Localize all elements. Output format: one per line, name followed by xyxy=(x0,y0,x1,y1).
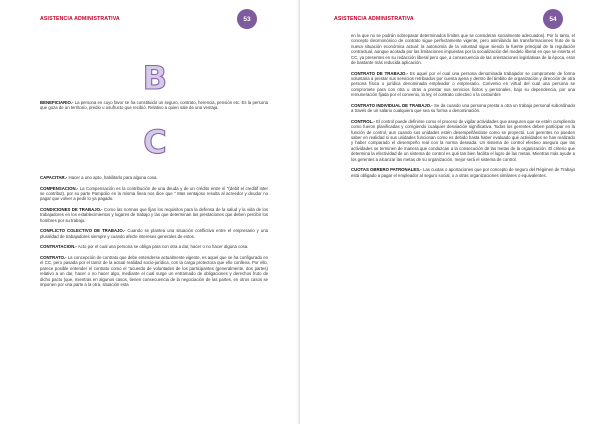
entry-term: CONTRATO INDIVIDUAL DE TRABAJO.- xyxy=(351,102,433,108)
entry-definition: Como las normas que fijan los requisitos para la defensa de la salud y la vida de los trabajadores en los establecimientos y lugares de trabajo y las que determinan las prestaciones que deben percibir los hombres por su trabajo. xyxy=(40,207,268,223)
section-c-entries xyxy=(40,175,268,293)
entry-definition: Se da cuando una persona presta a otra un trabajo personal subordinado a través de un salario cualquiera que sea su forma o denominación. xyxy=(351,102,575,114)
glossary-entry xyxy=(40,186,268,202)
glossary-entry xyxy=(351,103,575,114)
entry-definition: La Compensación es la contribución de una deuda y de un crédito entre sí "(debit el creditif inter se contribut), por su parte Pampolio en la misma línea nos dice que " Mas ventajoso resulta al acreedor y deudor no pagar que volver a pedir lo ya pagado. xyxy=(40,185,268,202)
section-b-entries xyxy=(40,100,268,116)
page-number-badge: 53 xyxy=(237,9,257,29)
entry-definition: Acto por el cual una persona se obliga para con otra a dar, hacer o no hacer alguna cosa. xyxy=(76,244,249,250)
page-right xyxy=(300,0,600,424)
entry-term: CONTRATO.- xyxy=(40,255,67,260)
entry-term: CONTRATACION.- xyxy=(40,244,77,250)
entry-definition: Las cuotas o aportaciones que por concepto de seguro del Régimen de Trabajo está obligado a pagar el empleador al seguro social, o a otras organizaciones similares o equivalentes. xyxy=(351,167,575,178)
glossary-entry xyxy=(40,228,268,239)
section-letter-b: B xyxy=(142,59,168,97)
glossary-entry xyxy=(40,175,268,180)
entry-definition: La persona en cuyo favor se ha constituido un seguro, contrato, herencia, pensión etc. Es la persona que goza de un territorio, predio u usufructo que recibió. Relativo a quien sale de una ventaja. xyxy=(40,100,268,111)
glossary-entry xyxy=(351,119,575,162)
entry-term: CONDICIONES DE TRABAJO.- xyxy=(40,207,103,212)
glossary-entry xyxy=(40,100,268,111)
entry-term: CAPACITAR.- xyxy=(40,175,68,180)
entry-definition: Es aquel por el cual una persona denominada trabajador se compromete de forma voluntaria a prestar sus servicios retribuidos por cuenta ajena y dentro del ámbito de organización y dirección de otra persona física o jurídica denominada empleador o empresario. Convenio en virtud del cual una persona se compromete para con otra u otras a prestar sus servicios lícitos y personales, bajo su dependencia, por una remuneración fijada por el convenio, la ley, el contrato colectivo o la costumbre xyxy=(351,70,575,98)
right-column xyxy=(351,33,575,183)
section-letter-c: C xyxy=(143,123,167,161)
glossary-entry xyxy=(351,167,575,178)
entry-term: BENEFICIARIO.- xyxy=(40,100,74,105)
running-header: ASISTENCIA ADMINISTRATIVA xyxy=(40,16,120,22)
entry-term: COMPENSACION.- xyxy=(40,185,79,191)
entry-term: CONTROL.- xyxy=(351,118,375,124)
page-number-badge: 54 xyxy=(543,9,563,29)
glossary-entry xyxy=(40,255,268,287)
running-header: ASISTENCIA ADMINISTRATIVA xyxy=(334,16,414,22)
entry-definition: La concepción de contrato que debe entenderse actualmente vigente, es aquel que se ha configurado en el CC, pero pasada por el tamiz de la actual realidad socio-jurídica, con la carga protectora que ello conlleva. Por ello, parece posible entender el contrato como el "acuerdo de voluntades de los participantes (generalmente, dos partes) relativo a un dar, hacer o no hacer algo, mediante el cual surge un entramado de obligaciones y derechos fruto de dicho pacto (que, mientras en algunos casos, tienen consecuencia de la negociación de las partes, en otros casos se imponen por una parte a la otra, situación esta xyxy=(40,255,268,288)
entry-term: CUOTAS OBRERO PATRONALES.- xyxy=(351,167,422,173)
entry-definition: Hacer a uno apto, habilitarlo para alguna cosa. xyxy=(67,175,158,180)
entry-definition: El control puede definirse como el proceso de vigilar actividades que aseguren que se estén cumpliendo como fueron planificadas y corrigiendo cualquier desviación significativa. Todos los gerentes deben participar en la función de control, aun cuando sus unidades estén desempeñándose como se proyectó. Los gerentes no pueden saber en realidad si sus unidades funcionan como es debido hasta haber evaluado qué actividades se han realizado y haber comparado el desempeño real con la norma deseada. Un sistema de control efectivo asegura que las actividades se terminen de manera que conduzcan a la consecución de las metas de la organización. El criterio que determina la efectividad de un sistema de control es qué tan bien facilita el logro de las metas. Mientras más ayude a los gerentes a alcanzar las metas de su organización, mejor será el sistema de control. xyxy=(351,118,575,162)
glossary-entry xyxy=(40,207,268,223)
glossary-entry xyxy=(351,71,575,98)
entry-term: CONTRATO DE TRABAJO.- xyxy=(351,70,409,76)
entry-group xyxy=(351,103,575,114)
entry-definition: Cuando se plantea una situación conflictiva entre el empresario y una pluralidad de trabajadores siempre y cuando afecte intereses generales de estos. xyxy=(40,228,268,239)
continuation-paragraph: en la que no se podrán sobrepasar determinados límites que se consideran socialmente adecuados). Por lo tanto, el concepto decimonónico de contrato sigue perfectamente vigente, pero asimilando las transformaciones fruto de la nueva situación económica actual: la autonomía de la voluntad sigue siendo la fuente principal de la regulación contractual, aunque acotada por las limitaciones impuestas por la socialización del modelo liberal en que se inserta el CC, ya presentes en su redacción liberal pero que, a consecuencia de las orientaciones legislativas de la época, eran de bastante más reducida aplicación. xyxy=(351,33,575,66)
entry-term: CONFLICTO COLECTIVO DE TRABAJO.- xyxy=(40,228,126,234)
glossary-entry xyxy=(40,244,268,249)
